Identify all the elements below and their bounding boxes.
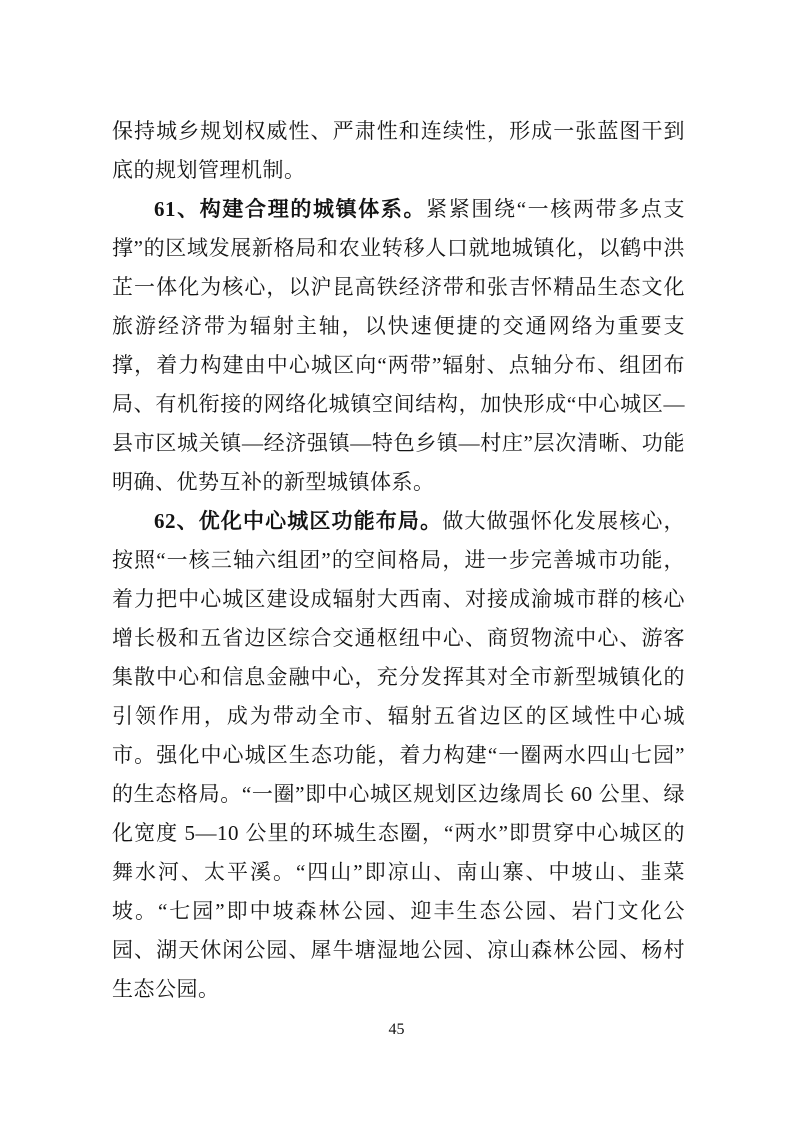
paragraph-text: 做大做强怀化发展核心，按照“一核三轴六组团”的空间格局，进一步完善城市功能，着力把中心城区建设成辐射大西南、对接成渝城市群的核心增长极和五省边区综合交通枢纽中心、商贸物流中心、游客集散中心和信息金融中心，充分发挥其对全市新型城镇化的引领作用，成为带动全市、辐射五省边区的区域性中心城市。强化中心城区生态功能，着力构建“一圈两水四山七园”的生态格局。“一圈”即中心城区规划区边缘周长 60 公里、绿化宽度 5—10 公里的环城生态圈，“两水”即贯穿中心城区的舞水河、太平溪。“四山”即凉山、南山寨、中坡山、韭菜坡。“七园”即中坡森林公园、迎丰生态公园、岩门文化公园、湖天休闲公园、犀牛塘湿地公园、凉山森林公园、杨村生态公园。 <box>112 509 686 1001</box>
paragraph-heading: 62、优化中心城区功能布局。 <box>154 509 443 533</box>
page-number: 45 <box>388 1021 405 1038</box>
paragraph-item-61 <box>112 190 685 502</box>
paragraph-item-62 <box>112 502 685 1009</box>
paragraph-text: 紧紧围绕“一核两带多点支撑”的区域发展新格局和农业转移人口就地城镇化，以鹤中洪芷一体化为核心，以沪昆高铁经济带和张吉怀精品生态文化旅游经济带为辐射主轴，以快速便捷的交通网络为重要支撑，着力构建由中心城区向“两带”辐射、点轴分布、组团布局、有机衔接的网络化城镇空间结构，加快形成“中心城区—县市区城关镇—经济强镇—特色乡镇—村庄”层次清晰、功能明确、优势互补的新型城镇体系。 <box>112 197 685 494</box>
paragraph-text: 保持城乡规划权威性、严肃性和连续性，形成一张蓝图干到底的规划管理机制。 <box>112 119 685 182</box>
paragraph-heading: 61、构建合理的城镇体系。 <box>154 197 427 221</box>
paragraph-continuation <box>112 112 685 190</box>
document-text-block <box>112 112 685 1009</box>
